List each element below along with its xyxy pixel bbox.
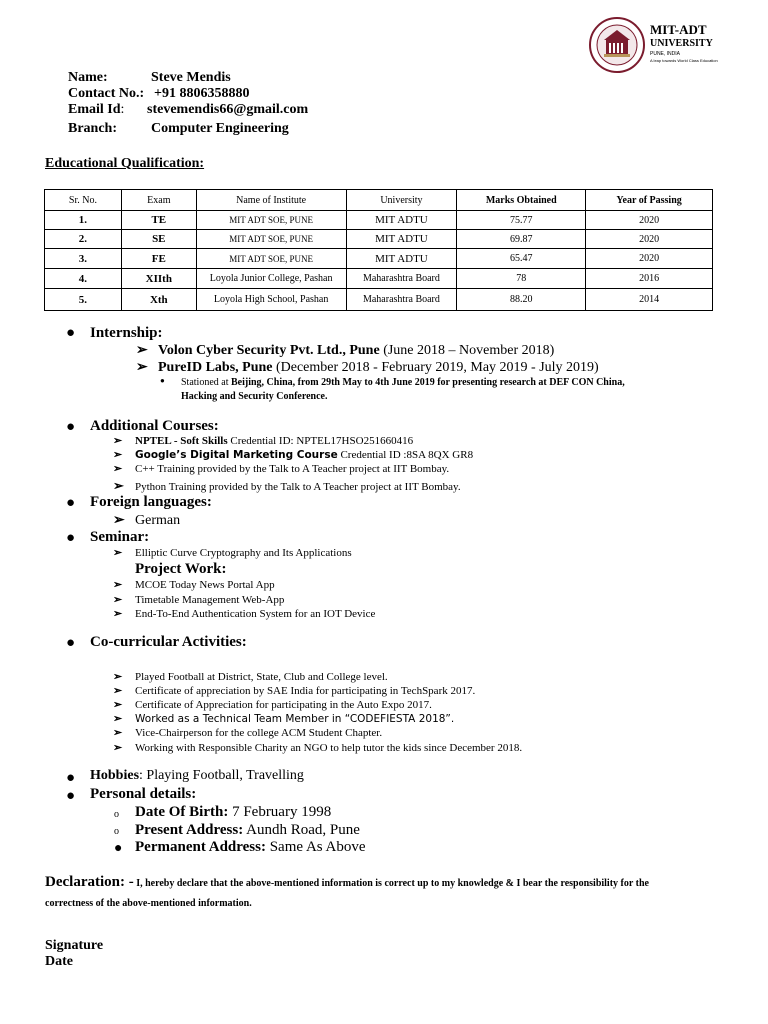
date-label: Date bbox=[45, 954, 73, 969]
bullet-icon: ● bbox=[66, 635, 76, 651]
seminar-heading: Seminar: bbox=[90, 529, 150, 545]
col-year: Year of Passing bbox=[586, 190, 713, 211]
arrow-bullet-icon: ➢ bbox=[136, 343, 148, 358]
present-address-value: Aundh Road, Pune bbox=[243, 822, 360, 838]
arrow-bullet-icon: ➢ bbox=[113, 699, 123, 711]
name-row bbox=[68, 70, 231, 86]
project-text: MCOE Today News Portal App bbox=[135, 579, 275, 591]
signature-label: Signature bbox=[45, 938, 104, 953]
internship-org: PureID Labs, Pune bbox=[158, 360, 273, 375]
course-bold: Google’s Digital Marketing Course bbox=[135, 449, 338, 461]
table-row bbox=[45, 211, 713, 230]
table-cell: MIT ADTU bbox=[346, 249, 457, 269]
internship-heading: Internship: bbox=[90, 325, 163, 341]
arrow-bullet-icon: ➢ bbox=[113, 608, 123, 620]
course-rest: Credential ID: NPTEL17HSO251660416 bbox=[227, 435, 414, 447]
internship-period: (June 2018 – November 2018) bbox=[379, 343, 555, 358]
permanent-address-label: Permanent Address: bbox=[135, 839, 266, 855]
email-label: Email Id bbox=[68, 102, 121, 117]
email-row bbox=[68, 102, 309, 118]
table-cell: Loyola Junior College, Pashan bbox=[196, 269, 346, 289]
project-item bbox=[113, 578, 275, 591]
table-cell: 65.47 bbox=[457, 249, 586, 269]
course-item bbox=[113, 434, 413, 447]
course-text: Python Training provided by the Talk to A Teacher project at IIT Bombay. bbox=[135, 481, 461, 493]
activity-item bbox=[113, 712, 454, 725]
email-value: stevemendis66@gmail.com bbox=[147, 102, 309, 117]
hobbies-label: Hobbies bbox=[90, 768, 140, 783]
table-cell: Xth bbox=[121, 289, 196, 311]
bullet-icon: ● bbox=[114, 841, 123, 856]
table-row bbox=[45, 269, 713, 289]
table-cell: 2020 bbox=[586, 211, 713, 230]
education-heading: Educational Qualification: bbox=[45, 156, 205, 171]
activity-text: Working with Responsible Charity an NGO to help tutor the kids since December 2018. bbox=[135, 742, 523, 754]
university-seal-icon bbox=[588, 16, 646, 74]
col-exam: Exam bbox=[121, 190, 196, 211]
arrow-bullet-icon: ➢ bbox=[113, 579, 123, 591]
table-cell: 2016 bbox=[586, 269, 713, 289]
education-header-row bbox=[45, 190, 713, 211]
table-cell: MIT ADT SOE, PUNE bbox=[196, 211, 346, 230]
project-text: End-To-End Authentication System for an IOT Device bbox=[135, 608, 376, 620]
permanent-address-value: Same As Above bbox=[265, 839, 366, 855]
arrow-bullet-icon: ➢ bbox=[113, 449, 123, 461]
bullet-icon: ● bbox=[66, 325, 76, 341]
activity-text: Played Football at District, State, Club and College level. bbox=[135, 671, 388, 683]
arrow-bullet-icon: ➢ bbox=[113, 727, 123, 739]
activity-item bbox=[113, 698, 432, 711]
table-cell: FE bbox=[121, 249, 196, 269]
bullet-icon: ● bbox=[66, 770, 76, 786]
table-cell: Loyola High School, Pashan bbox=[196, 289, 346, 311]
circle-bullet-icon: o bbox=[114, 809, 119, 820]
bullet-icon: ● bbox=[66, 530, 76, 546]
table-row bbox=[45, 230, 713, 249]
declaration-label: Declaration: - bbox=[45, 874, 134, 890]
present-address-row bbox=[135, 822, 360, 839]
activity-text: Worked as a Technical Team Member in “CODEFIESTA 2018”. bbox=[135, 713, 455, 725]
bullet-icon: ● bbox=[66, 495, 76, 511]
project-item bbox=[113, 593, 284, 606]
courses-heading: Additional Courses: bbox=[90, 418, 219, 434]
arrow-bullet-icon: ➢ bbox=[113, 478, 124, 493]
seminar-item bbox=[113, 546, 352, 559]
contact-row bbox=[68, 86, 250, 102]
arrow-bullet-icon: ➢ bbox=[136, 360, 148, 375]
note-prefix: Stationed at bbox=[181, 377, 231, 388]
cocurricular-heading: Co-curricular Activities: bbox=[90, 634, 247, 650]
arrow-bullet-icon: ➢ bbox=[113, 671, 123, 683]
table-cell: 75.77 bbox=[457, 211, 586, 230]
language-item bbox=[113, 512, 180, 529]
table-cell: 5. bbox=[45, 289, 122, 311]
contact-value: +91 8806358880 bbox=[154, 86, 250, 101]
arrow-bullet-icon: ➢ bbox=[113, 435, 123, 447]
course-item bbox=[113, 478, 461, 494]
branch-label: Branch: bbox=[68, 121, 117, 136]
internship-period: (December 2018 - February 2019, May 2019 - July 2019) bbox=[272, 360, 599, 375]
arrow-bullet-icon: ➢ bbox=[113, 594, 123, 606]
note-line-2: Hacking and Security Conference. bbox=[181, 391, 328, 402]
seminar-text: Elliptic Curve Cryptography and Its Applications bbox=[135, 547, 352, 559]
circle-bullet-icon: o bbox=[114, 826, 119, 837]
bullet-icon: ● bbox=[66, 419, 76, 435]
table-cell: MIT ADTU bbox=[346, 230, 457, 249]
dob-value: 7 February 1998 bbox=[228, 804, 332, 820]
language-text: German bbox=[135, 513, 181, 528]
col-marks: Marks Obtained bbox=[457, 190, 586, 211]
arrow-bullet-icon: ➢ bbox=[113, 547, 123, 559]
name-label: Name: bbox=[68, 70, 108, 85]
activity-text: Vice-Chairperson for the college ACM Student Chapter. bbox=[135, 727, 383, 739]
education-table bbox=[44, 189, 713, 311]
dob-row bbox=[135, 804, 331, 821]
internship-item bbox=[136, 359, 599, 376]
table-cell: MIT ADT SOE, PUNE bbox=[196, 249, 346, 269]
arrow-bullet-icon: ➢ bbox=[113, 742, 123, 754]
table-cell: MIT ADTU bbox=[346, 211, 457, 230]
hobbies-row bbox=[90, 768, 304, 784]
table-row bbox=[45, 249, 713, 269]
contact-label: Contact No.: bbox=[68, 86, 145, 101]
table-cell: SE bbox=[121, 230, 196, 249]
activity-item bbox=[113, 670, 388, 683]
permanent-address-row bbox=[135, 839, 366, 856]
arrow-bullet-icon: ➢ bbox=[113, 713, 123, 725]
table-cell: XIIth bbox=[121, 269, 196, 289]
course-text: C++ Training provided by the Talk to A Teacher project at IIT Bombay. bbox=[135, 463, 450, 475]
internship-item bbox=[136, 342, 554, 359]
table-cell: Maharashtra Board bbox=[346, 269, 457, 289]
table-cell: TE bbox=[121, 211, 196, 230]
arrow-bullet-icon: ➢ bbox=[113, 513, 125, 528]
col-institute: Name of Institute bbox=[196, 190, 346, 211]
declaration-text-1: I, hereby declare that the above-mentioned information is correct up to my knowledge & I bear the responsibility for the bbox=[133, 878, 649, 889]
table-cell: 88.20 bbox=[457, 289, 586, 311]
table-cell: Maharashtra Board bbox=[346, 289, 457, 311]
arrow-bullet-icon: ➢ bbox=[113, 685, 123, 697]
table-cell: 69.87 bbox=[457, 230, 586, 249]
table-cell: MIT ADT SOE, PUNE bbox=[196, 230, 346, 249]
activity-item bbox=[113, 684, 475, 697]
logo-name: MIT-ADT bbox=[650, 22, 707, 37]
small-bullet-icon: ● bbox=[160, 376, 165, 385]
course-rest: Credential ID :8SA 8QX GR8 bbox=[337, 449, 474, 461]
project-item bbox=[113, 607, 375, 620]
table-cell: 2020 bbox=[586, 249, 713, 269]
logo-university: UNIVERSITY bbox=[650, 38, 713, 49]
activity-item bbox=[113, 741, 522, 754]
activity-text: Certificate of Appreciation for participating in the Auto Expo 2017. bbox=[135, 699, 432, 711]
languages-heading: Foreign languages: bbox=[90, 494, 212, 510]
activity-text: Certificate of appreciation by SAE India for participating in TechSpark 2017. bbox=[135, 685, 476, 697]
email-colon: : bbox=[120, 102, 125, 117]
table-cell: 2020 bbox=[586, 230, 713, 249]
table-row bbox=[45, 289, 713, 311]
table-cell: 1. bbox=[45, 211, 122, 230]
logo-tagline: A leap towards World Class Education bbox=[650, 58, 718, 63]
course-item bbox=[113, 448, 473, 461]
table-cell: 2014 bbox=[586, 289, 713, 311]
col-sr-no: Sr. No. bbox=[45, 190, 122, 211]
present-address-label: Present Address: bbox=[135, 822, 244, 838]
dob-label: Date Of Birth: bbox=[135, 804, 229, 820]
table-cell: 2. bbox=[45, 230, 122, 249]
branch-value: Computer Engineering bbox=[151, 121, 289, 136]
note-line-1: Beijing, China, from 29th May to 4th June 2019 for presenting research at DEF CON China, bbox=[231, 377, 625, 388]
branch-row bbox=[68, 121, 289, 137]
hobbies-value: : Playing Football, Travelling bbox=[139, 768, 304, 783]
bullet-icon: ● bbox=[66, 788, 76, 804]
arrow-bullet-icon: ➢ bbox=[113, 463, 123, 475]
internship-org: Volon Cyber Security Pvt. Ltd., Pune bbox=[158, 343, 380, 358]
declaration-text-2: correctness of the above-mentioned information. bbox=[45, 898, 252, 909]
projects-heading: Project Work: bbox=[135, 561, 227, 577]
table-cell: 3. bbox=[45, 249, 122, 269]
logo-place: PUNE, INDIA bbox=[650, 51, 681, 57]
table-cell: 78 bbox=[457, 269, 586, 289]
name-value: Steve Mendis bbox=[151, 70, 231, 85]
course-item bbox=[113, 462, 449, 475]
col-university: University bbox=[346, 190, 457, 211]
activity-item bbox=[113, 726, 382, 739]
personal-heading: Personal details: bbox=[90, 786, 197, 802]
table-cell: 4. bbox=[45, 269, 122, 289]
project-text: Timetable Management Web-App bbox=[135, 594, 285, 606]
university-logo bbox=[588, 14, 718, 76]
declaration bbox=[45, 873, 735, 911]
course-bold: NPTEL - Soft Skills bbox=[135, 435, 228, 447]
